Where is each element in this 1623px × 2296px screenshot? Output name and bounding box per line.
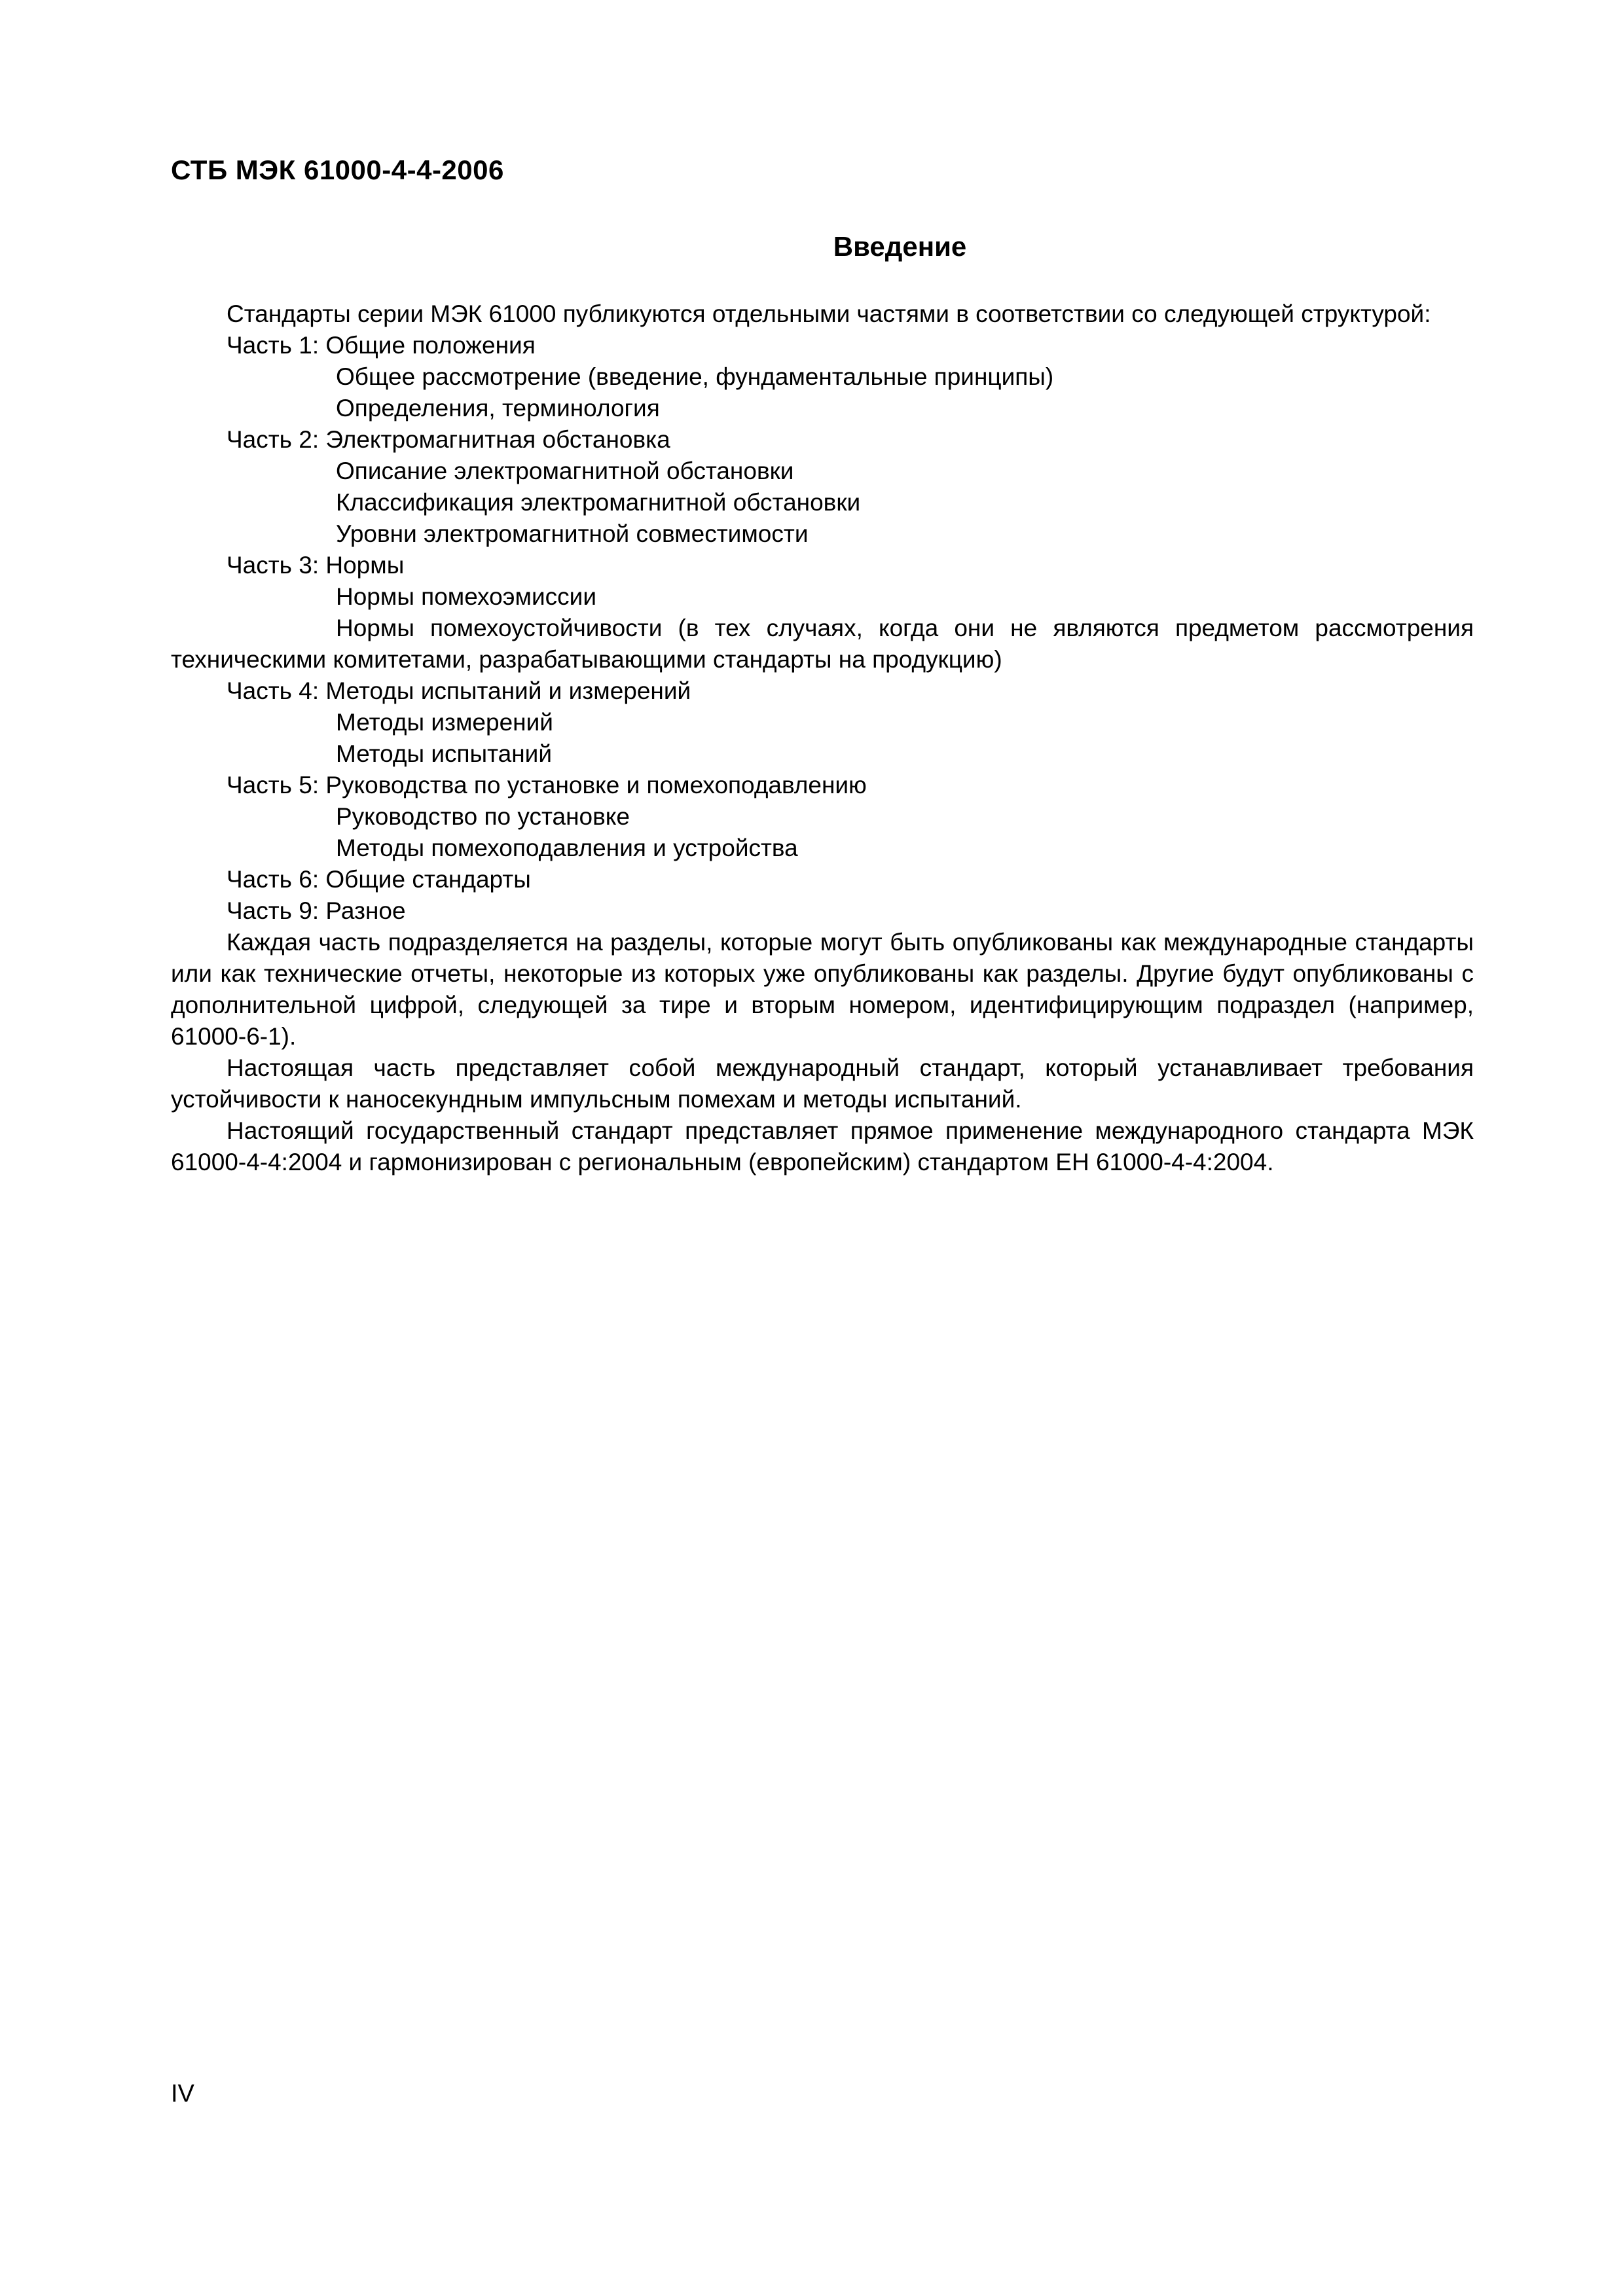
part-6: Часть 6: Общие стандарты	[227, 866, 531, 893]
part-5-item: Методы помехоподавления и устройства	[336, 834, 798, 861]
section-title: Введение	[833, 231, 967, 262]
part-3-item: Нормы помехоустойчивости (в тех случаях, когда они не являются предметом рассмотрения техническими комитетами, разрабатывающими стандарты на продукцию)	[171, 615, 1474, 673]
paragraph-parts-division: Каждая часть подразделяется на разделы, которые могут быть опубликованы как международные стандарты или как технические отчеты, некоторые из которых уже опубликованы как разделы. Другие будут опубликованы с дополнительной цифрой, следующей за тире и вторым номером, идентифицирующим подраздел (например, 61000-6-1).	[171, 929, 1474, 1050]
part-3: Часть 3: Нормы	[227, 552, 405, 579]
part-1-item: Определения, терминология	[336, 395, 660, 422]
part-1: Часть 1: Общие положения	[227, 332, 536, 359]
document-code: СТБ МЭК 61000-4-4-2006	[171, 154, 504, 185]
part-2-item: Классификация электромагнитной обстановки	[336, 489, 861, 516]
part-2-item: Уровни электромагнитной совместимости	[336, 520, 809, 547]
paragraph-harmonization: Настоящий государственный стандарт представляет прямое применение международного стандарта МЭК 61000-4-4:2004 и гармонизирован с региональным (европейским) стандартом ЕН 61000-4-4:2004.	[171, 1117, 1474, 1175]
part-5-item: Руководство по установке	[336, 803, 630, 830]
part-9: Часть 9: Разное	[227, 897, 406, 924]
paragraph-scope: Настоящая часть представляет собой международный стандарт, который устанавливает требования устойчивости к наносекундным импульсным помехам и методы испытаний.	[171, 1054, 1474, 1113]
page-number: IV	[171, 2080, 194, 2108]
part-4-item: Методы измерений	[336, 709, 553, 736]
intro-paragraph: Стандарты серии МЭК 61000 публикуются отдельными частями в соответствии со следующей структурой:	[227, 300, 1431, 327]
part-2-item: Описание электромагнитной обстановки	[336, 457, 794, 484]
document-body	[171, 298, 1474, 1178]
part-1-item: Общее рассмотрение (введение, фундаментальные принципы)	[336, 363, 1054, 390]
part-5: Часть 5: Руководства по установке и помехоподавлению	[227, 772, 867, 798]
part-4-item: Методы испытаний	[336, 740, 553, 767]
part-3-item: Нормы помехоэмиссии	[336, 583, 596, 610]
part-4: Часть 4: Методы испытаний и измерений	[227, 677, 691, 704]
part-2: Часть 2: Электромагнитная обстановка	[227, 426, 670, 453]
